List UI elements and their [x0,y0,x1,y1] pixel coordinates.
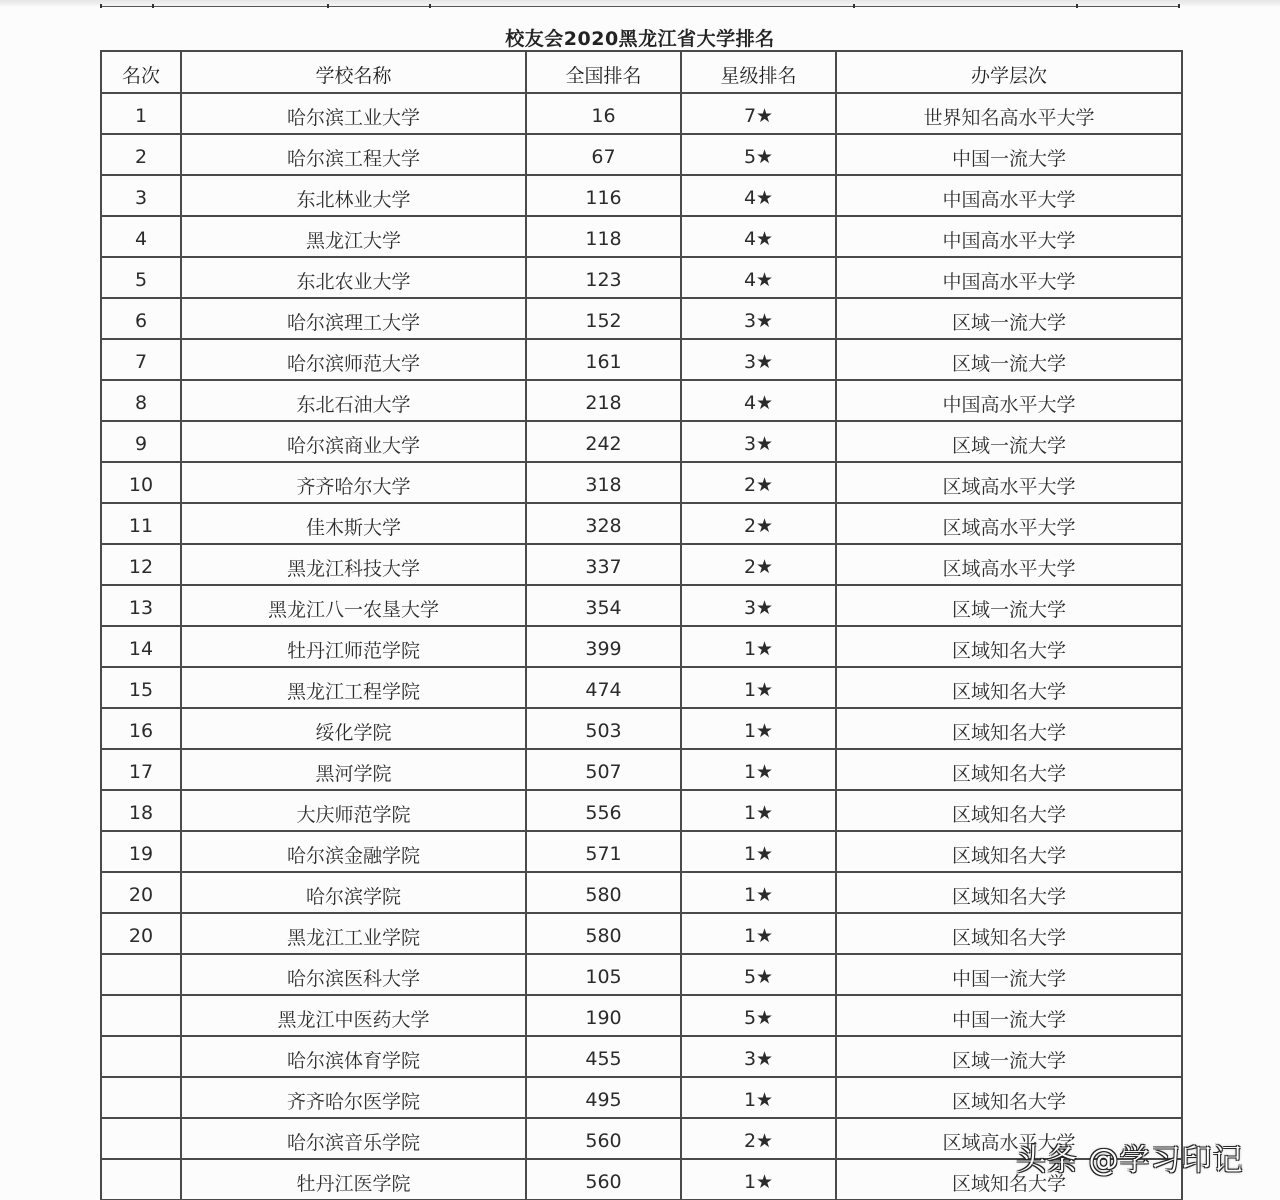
cell-star-rank: 5★ [681,134,836,175]
cell-level: 中国高水平大学 [836,257,1182,298]
cell-rank: 1 [101,93,181,134]
cell-school-name: 哈尔滨工业大学 [181,93,526,134]
cell-rank: 19 [101,831,181,872]
cell-national-rank: 218 [526,380,681,421]
cell-rank: 6 [101,298,181,339]
table-row [101,995,1182,1036]
table-row [101,216,1182,257]
cell-star-rank: 4★ [681,380,836,421]
previous-table-tick [100,4,102,8]
cell-school-name: 黑龙江科技大学 [181,544,526,585]
header-rank: 名次 [101,51,181,93]
cell-level: 区域一流大学 [836,1036,1182,1077]
cell-star-rank: 3★ [681,1036,836,1077]
cell-level: 区域高水平大学 [836,1118,1182,1159]
cell-level: 区域知名大学 [836,831,1182,872]
cell-national-rank: 560 [526,1159,681,1200]
header-national-rank: 全国排名 [526,51,681,93]
header-row [101,51,1182,93]
cell-rank: 9 [101,421,181,462]
cell-school-name: 齐齐哈尔医学院 [181,1077,526,1118]
cell-level: 区域高水平大学 [836,462,1182,503]
cell-rank: 5 [101,257,181,298]
cell-level: 中国高水平大学 [836,380,1182,421]
cell-school-name: 哈尔滨学院 [181,872,526,913]
cell-national-rank: 318 [526,462,681,503]
cell-star-rank: 1★ [681,667,836,708]
table-row [101,1077,1182,1118]
cell-level: 区域知名大学 [836,667,1182,708]
cell-star-rank: 4★ [681,257,836,298]
cell-national-rank: 161 [526,339,681,380]
table-row [101,913,1182,954]
cell-national-rank: 337 [526,544,681,585]
cell-level: 中国一流大学 [836,134,1182,175]
cell-rank [101,1036,181,1077]
cell-school-name: 黑龙江八一农垦大学 [181,585,526,626]
cell-rank: 7 [101,339,181,380]
cell-national-rank: 242 [526,421,681,462]
cell-national-rank: 560 [526,1118,681,1159]
cell-level: 中国高水平大学 [836,175,1182,216]
cell-national-rank: 105 [526,954,681,995]
cell-school-name: 黑龙江中医药大学 [181,995,526,1036]
cell-star-rank: 1★ [681,749,836,790]
table-row [101,462,1182,503]
watermark: 头条 @学习印记 [1016,1143,1244,1178]
table-row [101,544,1182,585]
cell-school-name: 黑河学院 [181,749,526,790]
cell-level: 区域知名大学 [836,913,1182,954]
cell-national-rank: 556 [526,790,681,831]
cell-star-rank: 3★ [681,421,836,462]
cell-level: 中国一流大学 [836,954,1182,995]
cell-level: 区域一流大学 [836,339,1182,380]
cell-star-rank: 4★ [681,216,836,257]
table-row [101,831,1182,872]
table-body [101,93,1182,1200]
header-star-rank: 星级排名 [681,51,836,93]
table-row [101,257,1182,298]
cell-star-rank: 5★ [681,995,836,1036]
cell-rank [101,1077,181,1118]
cell-rank: 8 [101,380,181,421]
cell-school-name: 哈尔滨体育学院 [181,1036,526,1077]
table-row [101,93,1182,134]
table-row [101,749,1182,790]
cell-national-rank: 503 [526,708,681,749]
cell-star-rank: 3★ [681,585,836,626]
cell-school-name: 绥化学院 [181,708,526,749]
cell-national-rank: 455 [526,1036,681,1077]
cell-star-rank: 2★ [681,462,836,503]
cell-level: 区域高水平大学 [836,544,1182,585]
cell-level: 中国一流大学 [836,995,1182,1036]
cell-school-name: 东北石油大学 [181,380,526,421]
cell-school-name: 东北林业大学 [181,175,526,216]
cell-rank: 3 [101,175,181,216]
cell-school-name: 黑龙江工业学院 [181,913,526,954]
previous-table-tick [853,4,855,8]
cell-rank: 20 [101,872,181,913]
cell-national-rank: 16 [526,93,681,134]
cell-school-name: 哈尔滨工程大学 [181,134,526,175]
cell-school-name: 大庆师范学院 [181,790,526,831]
cell-school-name: 东北农业大学 [181,257,526,298]
header-school-name: 学校名称 [181,51,526,93]
table-row [101,298,1182,339]
cell-school-name: 黑龙江大学 [181,216,526,257]
cell-rank: 16 [101,708,181,749]
cell-star-rank: 1★ [681,790,836,831]
cell-rank: 17 [101,749,181,790]
table-row [101,175,1182,216]
cell-level: 世界知名高水平大学 [836,93,1182,134]
table-row [101,954,1182,995]
university-ranking-table [100,50,1183,1200]
table-row [101,790,1182,831]
cell-star-rank: 2★ [681,544,836,585]
cell-rank: 11 [101,503,181,544]
cell-national-rank: 507 [526,749,681,790]
table-row [101,503,1182,544]
cell-rank: 10 [101,462,181,503]
table-row [101,1036,1182,1077]
cell-star-rank: 2★ [681,503,836,544]
cell-national-rank: 495 [526,1077,681,1118]
cell-rank: 13 [101,585,181,626]
cell-rank: 2 [101,134,181,175]
cell-star-rank: 4★ [681,175,836,216]
cell-national-rank: 474 [526,667,681,708]
cell-level: 区域知名大学 [836,1077,1182,1118]
cell-rank [101,954,181,995]
cell-national-rank: 152 [526,298,681,339]
cell-national-rank: 354 [526,585,681,626]
table-row [101,667,1182,708]
cell-level: 区域一流大学 [836,421,1182,462]
header-level: 办学层次 [836,51,1182,93]
cell-star-rank: 3★ [681,339,836,380]
cell-level: 区域知名大学 [836,872,1182,913]
cell-school-name: 黑龙江工程学院 [181,667,526,708]
cell-level: 区域知名大学 [836,749,1182,790]
cell-school-name: 哈尔滨音乐学院 [181,1118,526,1159]
cell-star-rank: 1★ [681,708,836,749]
table-row [101,339,1182,380]
cell-star-rank: 1★ [681,913,836,954]
cell-school-name: 齐齐哈尔大学 [181,462,526,503]
cell-rank [101,1118,181,1159]
cell-national-rank: 116 [526,175,681,216]
cell-school-name: 哈尔滨理工大学 [181,298,526,339]
cell-national-rank: 123 [526,257,681,298]
cell-national-rank: 399 [526,626,681,667]
table-row [101,585,1182,626]
cell-school-name: 牡丹江师范学院 [181,626,526,667]
cell-star-rank: 2★ [681,1118,836,1159]
cell-rank [101,1159,181,1200]
cell-school-name: 哈尔滨商业大学 [181,421,526,462]
cell-national-rank: 328 [526,503,681,544]
cell-national-rank: 580 [526,872,681,913]
cell-school-name: 牡丹江医学院 [181,1159,526,1200]
cell-level: 区域知名大学 [836,708,1182,749]
previous-table-tick [152,4,154,8]
cell-rank [101,995,181,1036]
table-row [101,626,1182,667]
cell-level: 区域知名大学 [836,1159,1182,1200]
cell-school-name: 哈尔滨医科大学 [181,954,526,995]
cell-rank: 14 [101,626,181,667]
cell-school-name: 哈尔滨金融学院 [181,831,526,872]
cell-rank: 18 [101,790,181,831]
table-row [101,421,1182,462]
cell-star-rank: 3★ [681,298,836,339]
cell-national-rank: 571 [526,831,681,872]
previous-table-tick [1178,4,1180,8]
previous-table-tick [327,4,329,8]
cell-rank: 15 [101,667,181,708]
cell-star-rank: 1★ [681,1159,836,1200]
table-row [101,134,1182,175]
cell-level: 区域一流大学 [836,585,1182,626]
cell-level: 区域一流大学 [836,298,1182,339]
previous-table-tick [429,4,431,8]
cell-star-rank: 1★ [681,626,836,667]
cell-national-rank: 190 [526,995,681,1036]
table-title: 校友会2020黑龙江省大学排名 [505,28,775,50]
cell-star-rank: 7★ [681,93,836,134]
cell-rank: 20 [101,913,181,954]
cell-national-rank: 67 [526,134,681,175]
cell-level: 区域知名大学 [836,626,1182,667]
cell-school-name: 哈尔滨师范大学 [181,339,526,380]
table-row [101,708,1182,749]
cell-level: 中国高水平大学 [836,216,1182,257]
previous-table-tick [1076,4,1078,8]
cell-national-rank: 580 [526,913,681,954]
table-row [101,380,1182,421]
cell-national-rank: 118 [526,216,681,257]
cell-rank: 12 [101,544,181,585]
previous-table-bottom-rule [100,6,1180,7]
cell-star-rank: 1★ [681,1077,836,1118]
cell-school-name: 佳木斯大学 [181,503,526,544]
cell-star-rank: 1★ [681,831,836,872]
table-row [101,872,1182,913]
cell-star-rank: 1★ [681,872,836,913]
cell-level: 区域知名大学 [836,790,1182,831]
cell-star-rank: 5★ [681,954,836,995]
cell-level: 区域高水平大学 [836,503,1182,544]
cell-rank: 4 [101,216,181,257]
